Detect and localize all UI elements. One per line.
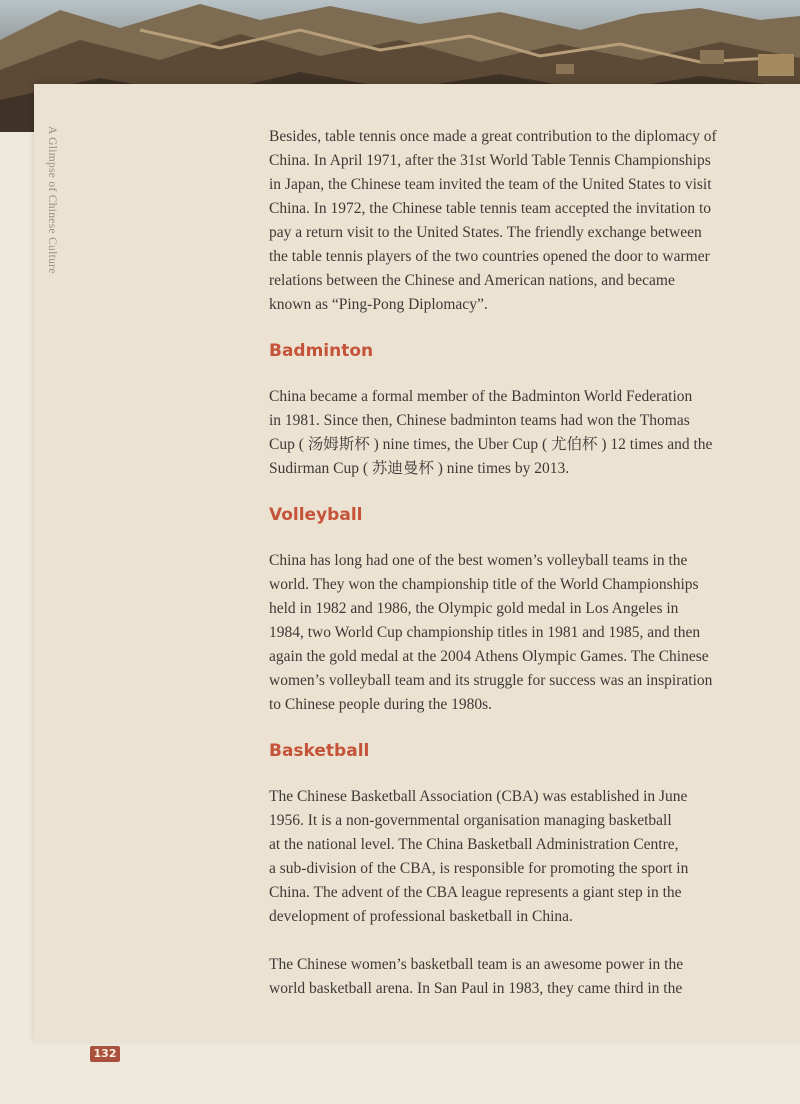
volleyball-paragraph: China has long had one of the best women’s volleyball teams in the world. They won the championship title of the World Championships held in 1982 and 1986, the Olympic gold medal in Los Angeles in 1984, two World Cup championship titles in 1981 and 1985, and then again the gold medal at the 2004 Athens Olympic Games. The Chinese women’s volleyball team and its struggle for success was an inspiration to Chinese people during the 1980s. (269, 552, 713, 713)
main-content (269, 125, 774, 1001)
badminton-paragraph: China became a formal member of the Badminton World Federation in 1981. Since then, Chinese badminton teams had won the Thomas Cup ( 汤姆斯杯 ) nine times, the Uber Cup ( 尤伯杯 ) 12 times and the Sudirman Cup ( 苏迪曼杯 ) nine times by 2013. (269, 388, 713, 477)
basketball-paragraph-2: The Chinese women’s basketball team is an awesome power in the world basketball arena. In San Paul in 1983, they came third in the (269, 956, 684, 997)
page-number-badge: 132 (90, 1046, 120, 1062)
basketball-paragraph-1: The Chinese Basketball Association (CBA) was established in June 1956. It is a non-governmental organisation managing basketball at the national level. The China Basketball Administration Centre, a sub-division of the CBA, is responsible for promoting the sport in China. The advent of the CBA league represents a giant step in the development of professional basketball in China. (269, 788, 689, 925)
basketball-heading: Basketball (269, 741, 370, 761)
badminton-heading: Badminton (269, 341, 374, 361)
volleyball-heading: Volleyball (269, 505, 363, 525)
intro-paragraph: Besides, table tennis once made a great contribution to the diplomacy of China. In April 1971, after the 31st World Table Tennis Championships in Japan, the Chinese team invited the team of the United States to visit China. In 1972, the Chinese table tennis team accepted the invitation to pay a return visit to the United States. The friendly exchange between the table tennis players of the two countries opened the door to warmer relations between the Chinese and American nations, and became known as “Ping-Pong Diplomacy”. (269, 128, 717, 313)
running-head-vertical: A Glimpse of Chinese Culture (46, 126, 58, 274)
